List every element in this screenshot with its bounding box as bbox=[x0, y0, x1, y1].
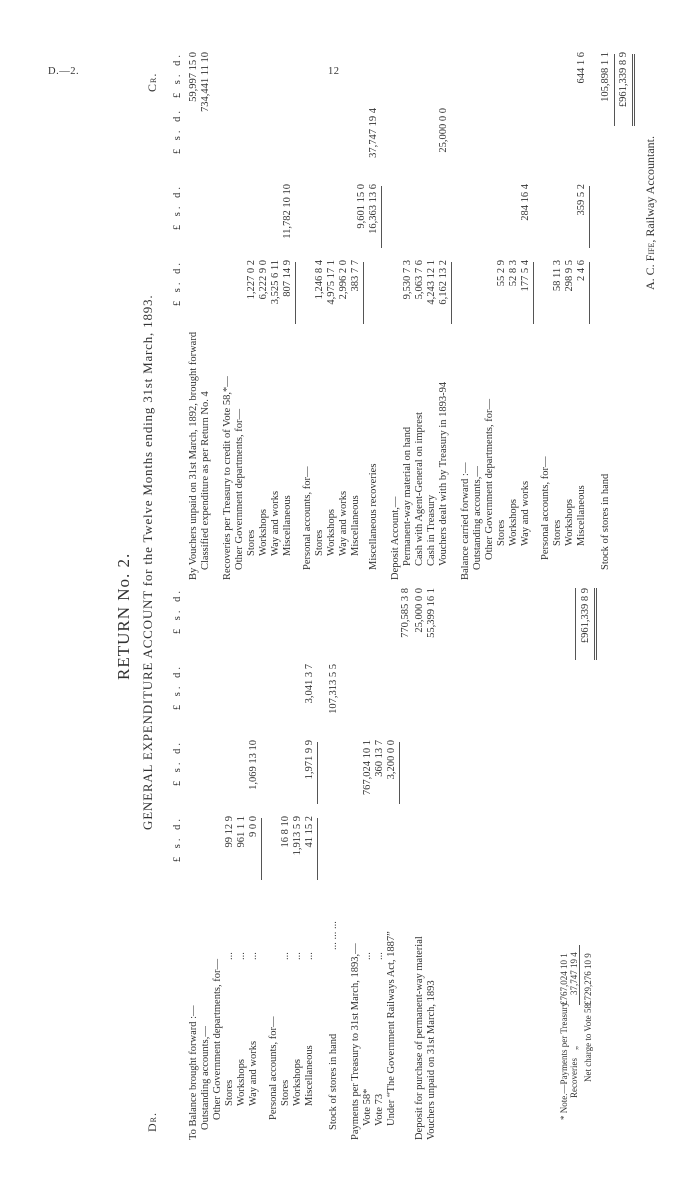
debit-vouchers-label: Vouchers unpaid on 31st March, 1893 bbox=[426, 980, 437, 1140]
rule bbox=[589, 186, 590, 248]
credit-classified-label: Classified expenditure as per Return No. 4 bbox=[200, 391, 211, 570]
debit-deposit-amount: 25,000 0 0 bbox=[414, 588, 425, 633]
rule bbox=[533, 262, 534, 324]
note-net-charge-label: Net charge to Vote 58 bbox=[583, 1004, 593, 1082]
debit-way-works-label: Way and works bbox=[248, 1040, 259, 1106]
rule bbox=[614, 54, 615, 126]
signature-block bbox=[644, 136, 656, 290]
rotated-account-table bbox=[88, 50, 688, 1150]
rule bbox=[596, 588, 597, 660]
credit-c-stores-label: Stores bbox=[496, 519, 507, 546]
credit-c-way-works-amount: 177 5 4 bbox=[520, 260, 531, 292]
credit-col-header-4: £ s. d. bbox=[172, 52, 183, 99]
credit-p-workshops-amount: 4,975 17 1 bbox=[326, 260, 337, 305]
credit-c-stores-amount: 55 2 9 bbox=[496, 260, 507, 287]
debit-stock-hand-label: Stock of stores in hand bbox=[328, 1033, 339, 1130]
debit-under-act-label: Under “The Government Railways Act, 1887” bbox=[386, 931, 397, 1126]
credit-personal-label: Personal accounts, for— bbox=[302, 466, 313, 570]
credit-deposit-account-label: Deposit Account,— bbox=[390, 496, 401, 580]
debit-col-header-1: £ s. d. bbox=[172, 816, 183, 863]
rule bbox=[261, 818, 262, 880]
debit-side-label: Dr. bbox=[145, 1111, 159, 1132]
credit-balance-carried-label: Balance carried forward :— bbox=[460, 462, 471, 580]
debit-vote58-label: Vote 58* bbox=[362, 1088, 373, 1126]
credit-other-govt-label: Other Government departments, for— bbox=[234, 409, 245, 570]
credit-p-misc-amount: 383 7 7 bbox=[350, 260, 361, 292]
debit-payments-total: 770,585 3 8 bbox=[400, 588, 411, 638]
rule bbox=[632, 54, 633, 126]
debit-stores-amount: 99 12 9 bbox=[224, 816, 235, 848]
leader-dots: ... bbox=[248, 952, 259, 960]
note-net-charge-amount: £729,276 10 9 bbox=[583, 953, 593, 1005]
note-recoveries-label: Recoveries bbox=[569, 1058, 579, 1098]
credit-side-label: Cr. bbox=[145, 72, 159, 92]
credit-stores-label: Stores bbox=[246, 529, 257, 556]
credit-c-way-works-label: Way and works bbox=[520, 480, 531, 546]
leader-dots: ... bbox=[280, 952, 291, 960]
credit-other-govt2-label: Other Government departments, for— bbox=[484, 399, 495, 560]
credit-c-govt-total: 284 16 4 bbox=[520, 184, 531, 221]
leader-dots: ... bbox=[224, 952, 235, 960]
credit-misc-recoveries-amount: 16,363 13 6 bbox=[368, 184, 379, 234]
credit-c-p-misc-label: Miscellaneous bbox=[576, 485, 587, 546]
debit-payments-label: Payments per Treasury to 31st March, 1893,— bbox=[350, 943, 361, 1140]
credit-grand-total: £961,339 8 9 bbox=[618, 52, 629, 108]
debit-p-workshops-label: Workshops bbox=[292, 1059, 303, 1106]
page-section-label: D.—2. bbox=[48, 66, 80, 77]
credit-p-way-works-amount: 2,996 2 0 bbox=[338, 260, 349, 300]
debit-govt-total: 1,069 13 10 bbox=[248, 740, 259, 790]
debit-deposit-label: Deposit for purchase of permanent-way material bbox=[414, 936, 425, 1140]
debit-workshops-label: Workshops bbox=[236, 1059, 247, 1106]
note-payments-amount: £767,024 10 1 bbox=[559, 953, 569, 1005]
credit-outstanding-label: Outstanding accounts,— bbox=[472, 466, 483, 570]
credit-outstanding-total: 644 1 6 bbox=[576, 52, 587, 84]
debit-vote73-label: Vote 73 bbox=[374, 1093, 385, 1126]
page-number: 12 bbox=[328, 66, 340, 77]
credit-workshops-label: Workshops bbox=[258, 509, 269, 556]
credit-vouchers-dealt-amount: 6,162 13 2 bbox=[438, 260, 449, 305]
debit-vote73-amount: 360 13 7 bbox=[374, 740, 385, 777]
credit-agent-general-amount: 5,063 7 6 bbox=[414, 260, 425, 300]
debit-way-works-amount: 9 0 0 bbox=[248, 816, 259, 837]
credit-col-header-1: £ s. d. bbox=[172, 260, 183, 307]
return-number: RETURN No. 2. bbox=[114, 552, 133, 680]
rule bbox=[317, 742, 318, 804]
account-title: GENERAL EXPENDITURE ACCOUNT for the Twelve Months ending 31st March, 1893. bbox=[140, 294, 155, 830]
debit-stock-hand-amount: 107,313 5 5 bbox=[328, 664, 339, 714]
credit-stock-hand-label: Stock of stores in hand bbox=[600, 473, 611, 570]
note-payments-label: * Note.—Payments per Treasury bbox=[559, 1002, 569, 1120]
credit-deposit-total: 25,000 0 0 bbox=[438, 108, 449, 153]
debit-p-misc-label: Miscellaneous bbox=[304, 1045, 315, 1106]
debit-grand-total: £961,339 8 9 bbox=[580, 588, 591, 644]
credit-col-header-3: £ s. d. bbox=[172, 108, 183, 155]
debit-personal-label: Personal accounts, for— bbox=[268, 1016, 279, 1120]
credit-by-vouchers-label: By Vouchers unpaid on 31st March, 1892, brought forward bbox=[188, 331, 199, 580]
credit-pw-material-amount: 9,530 7 3 bbox=[402, 260, 413, 300]
credit-p-misc-label: Miscellaneous bbox=[350, 495, 361, 556]
leader-dots: ... bbox=[292, 952, 303, 960]
credit-misc-amount: 807 14 9 bbox=[282, 260, 293, 297]
credit-pw-material-label: Permanent-way material on hand bbox=[402, 426, 413, 566]
debit-other-govt-label: Other Government departments, for— bbox=[212, 959, 223, 1120]
debit-outstanding-label: Outstanding accounts,— bbox=[200, 1026, 211, 1130]
credit-vouchers-dealt-label: Vouchers dealt with by Treasury in 1893-94 bbox=[438, 381, 449, 566]
credit-workshops-amount: 6,222 9 0 bbox=[258, 260, 269, 300]
debit-p-stores-label: Stores bbox=[280, 1079, 291, 1106]
credit-agent-general-label: Cash with Agent-General on imprest bbox=[414, 412, 425, 566]
debit-col-header-4: £ s. d. bbox=[172, 588, 183, 635]
debit-col-header-3: £ s. d. bbox=[172, 664, 183, 711]
credit-stock-hand-amount: 105,898 1 1 bbox=[600, 52, 611, 102]
debit-vouchers-amount: 55,399 16 1 bbox=[426, 588, 437, 638]
debit-outstanding-total: 3,041 3 7 bbox=[304, 664, 315, 704]
rule bbox=[594, 588, 595, 660]
leader-dots: ... bbox=[236, 952, 247, 960]
credit-misc-recoveries-label: Miscellaneous recoveries bbox=[368, 463, 379, 570]
credit-c-p-workshops-amount: 298 9 5 bbox=[564, 260, 575, 292]
debit-balance-brought-forward: To Balance brought forward :— bbox=[188, 1005, 199, 1140]
credit-treasury-label: Cash in Treasury bbox=[426, 494, 437, 566]
debit-p-stores-amount: 16 8 10 bbox=[280, 816, 291, 848]
debit-personal-total: 1,971 9 9 bbox=[304, 740, 315, 780]
note-recoveries-amount: 37,747 19 4 bbox=[569, 952, 579, 995]
credit-p-stores-label: Stores bbox=[314, 529, 325, 556]
credit-classified-amount: 734,441 11 10 bbox=[200, 52, 211, 112]
credit-col-header-2: £ s. d. bbox=[172, 184, 183, 231]
credit-c-personal-total: 359 5 2 bbox=[576, 184, 587, 216]
signature-name: A. C. Fife, bbox=[643, 239, 657, 290]
credit-treasury-amount: 4,243 12 1 bbox=[426, 260, 437, 305]
debit-act-amount: 3,200 0 0 bbox=[386, 740, 397, 780]
debit-workshops-amount: 961 1 1 bbox=[236, 816, 247, 848]
debit-p-workshops-amount: 1,913 5 9 bbox=[292, 816, 303, 856]
credit-stores-amount: 1,227 0 2 bbox=[246, 260, 257, 300]
credit-recoveries-total: 37,747 19 4 bbox=[368, 108, 379, 158]
leader-dots: ... ... ... bbox=[328, 921, 339, 950]
credit-recoveries-label: Recoveries per Treasury to credit of Vote 58,*— bbox=[222, 376, 233, 580]
rule bbox=[295, 262, 296, 324]
credit-c-p-workshops-label: Workshops bbox=[564, 499, 575, 546]
credit-way-works-amount: 3,525 6 11 bbox=[270, 260, 281, 305]
credit-p-stores-amount: 1,246 8 4 bbox=[314, 260, 325, 300]
credit-govt-total: 11,782 10 10 bbox=[282, 184, 293, 239]
rule bbox=[451, 262, 452, 324]
rule bbox=[381, 186, 382, 248]
leader-dots: ... bbox=[304, 952, 315, 960]
debit-vote58-amount: 767,024 10 1 bbox=[362, 740, 373, 796]
signature-title: Railway Accountant. bbox=[643, 136, 657, 237]
credit-c-workshops-label: Workshops bbox=[508, 499, 519, 546]
credit-way-works-label: Way and works bbox=[270, 490, 281, 556]
credit-c-p-stores-label: Stores bbox=[552, 519, 563, 546]
credit-personal-subtotal: 9,601 15 0 bbox=[356, 184, 367, 229]
rule bbox=[317, 818, 318, 880]
leader-dots: ... bbox=[362, 952, 373, 960]
rule bbox=[575, 588, 576, 660]
credit-by-vouchers-amount: 59,997 15 0 bbox=[188, 52, 199, 102]
credit-p-way-works-label: Way and works bbox=[338, 490, 349, 556]
rule bbox=[579, 945, 580, 1005]
debit-col-header-2: £ s. d. bbox=[172, 740, 183, 787]
rule bbox=[363, 262, 364, 324]
credit-c-workshops-amount: 52 8 3 bbox=[508, 260, 519, 287]
credit-p-workshops-label: Workshops bbox=[326, 509, 337, 556]
note-recoveries-mark: „ bbox=[569, 1046, 579, 1050]
debit-p-misc-amount: 41 15 2 bbox=[304, 816, 315, 848]
rule bbox=[399, 742, 400, 804]
credit-c-p-misc-amount: 2 4 6 bbox=[576, 260, 587, 281]
credit-c-p-stores-amount: 58 11 3 bbox=[552, 260, 563, 292]
credit-c-personal-label: Personal accounts, for— bbox=[540, 456, 551, 560]
rule bbox=[589, 262, 590, 324]
rule bbox=[634, 54, 635, 126]
debit-stores-label: Stores bbox=[224, 1079, 235, 1106]
credit-misc-label: Miscellaneous bbox=[282, 495, 293, 556]
leader-dots: ... bbox=[374, 952, 385, 960]
